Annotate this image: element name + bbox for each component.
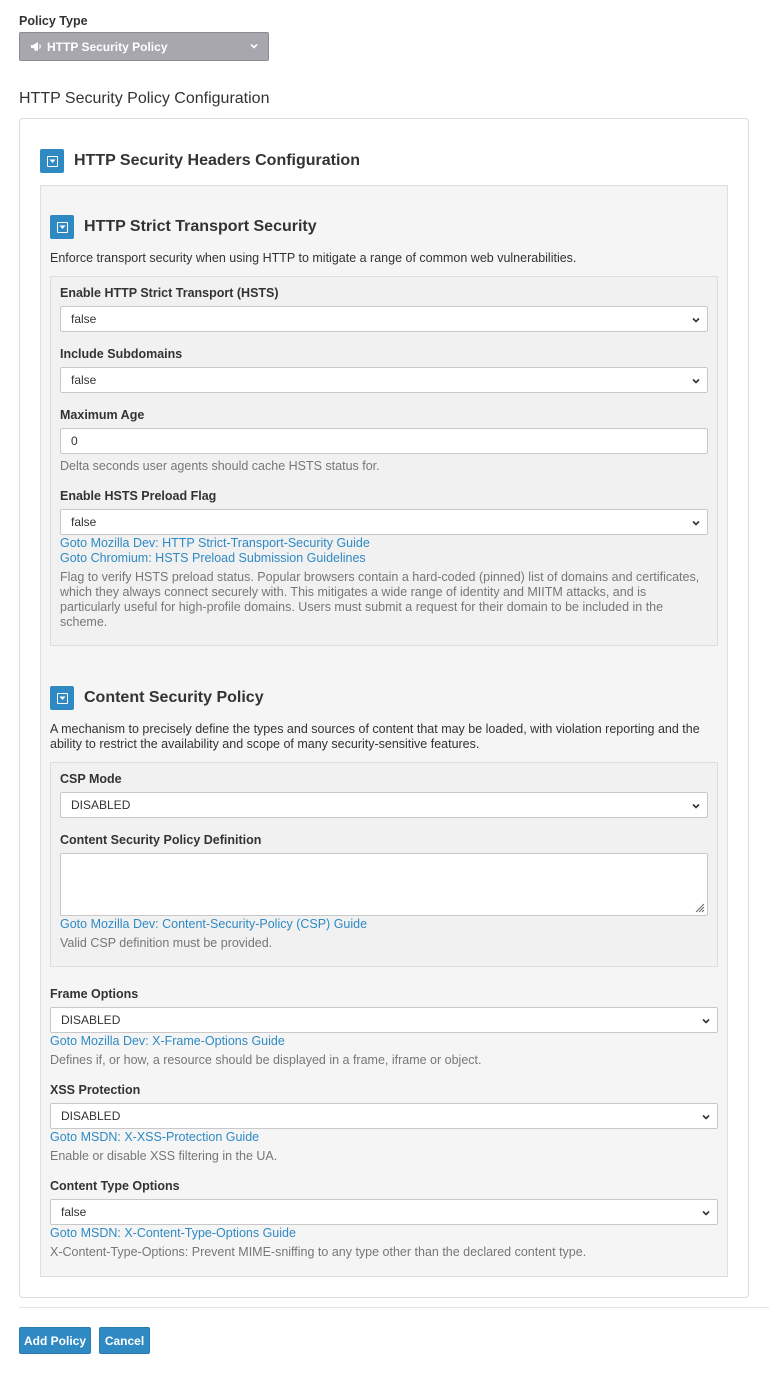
content-type-label: Content Type Options (50, 1179, 180, 1193)
resize-grip-icon[interactable] (693, 901, 705, 913)
collapse-icon (47, 156, 58, 167)
chevron-down-icon (701, 1112, 711, 1122)
preload-label: Enable HSTS Preload Flag (60, 489, 217, 503)
include-subdomains-label: Include Subdomains (60, 347, 183, 361)
preload-select[interactable] (60, 509, 708, 535)
csp-definition-textarea[interactable] (60, 853, 708, 916)
mozilla-hsts-link[interactable]: Goto Mozilla Dev: HTTP Strict-Transport-Security Guide (60, 536, 370, 550)
preload-value: false (71, 515, 97, 529)
chevron-down-icon (691, 518, 701, 528)
preload-help: Flag to verify HSTS preload status. Popular browsers contain a hard-coded (pinned) list of domains and certificates, which they always connect securely with. This mitigates a wide range of identity and MIITM attacks, and is particularly useful for high-profile domains. Users must submit a request for their domain to be included in the scheme. (60, 570, 700, 629)
csp-help: Valid CSP definition must be provided. (60, 936, 273, 950)
collapse-icon (57, 693, 68, 704)
collapse-csp-button[interactable] (50, 686, 74, 710)
content-type-help: X-Content-Type-Options: Prevent MIME-sniffing to any type other than the declared content type. (50, 1245, 587, 1259)
csp-title: Content Security Policy (84, 689, 264, 706)
hsts-enable-label: Enable HTTP Strict Transport (HSTS) (60, 286, 279, 300)
xss-link[interactable]: Goto MSDN: X-XSS-Protection Guide (50, 1130, 260, 1144)
add-policy-button[interactable]: Add Policy (19, 1327, 91, 1354)
frame-options-label: Frame Options (50, 987, 139, 1001)
frame-options-select[interactable] (50, 1007, 718, 1033)
csp-guide-link[interactable]: Goto Mozilla Dev: Content-Security-Policy (CSP) Guide (60, 917, 368, 931)
max-age-help: Delta seconds user agents should cache HSTS status for. (60, 459, 380, 473)
frame-options-help: Defines if, or how, a resource should be displayed in a frame, iframe or object. (50, 1053, 482, 1067)
csp-description: A mechanism to precisely define the types and sources of content that may be loaded, with violation reporting and the ability to restrict the availability and scope of many security-sensitive features. (50, 722, 700, 751)
hsts-description: Enforce transport security when using HTTP to mitigate a range of common web vulnerabilities. (50, 251, 577, 265)
max-age-value: 0 (71, 434, 78, 448)
chromium-hsts-link[interactable]: Goto Chromium: HSTS Preload Submission Guidelines (60, 551, 366, 565)
headers-section-title: HTTP Security Headers Configuration (74, 152, 360, 169)
collapse-icon (57, 222, 68, 233)
xss-select[interactable] (50, 1103, 718, 1129)
xss-value: DISABLED (61, 1109, 121, 1123)
include-subdomains-select[interactable] (60, 367, 708, 393)
policy-type-value: HTTP Security Policy (47, 39, 168, 54)
chevron-down-icon (701, 1016, 711, 1026)
hsts-enable-value: false (71, 312, 97, 326)
collapse-headers-button[interactable] (40, 149, 64, 173)
chevron-down-icon (691, 315, 701, 325)
config-title: HTTP Security Policy Configuration (19, 90, 270, 107)
content-type-value: false (61, 1205, 87, 1219)
csp-definition-label: Content Security Policy Definition (60, 833, 262, 847)
chevron-down-icon (691, 801, 701, 811)
divider (19, 1307, 769, 1308)
xss-label: XSS Protection (50, 1083, 141, 1097)
policy-type-label: Policy Type (19, 14, 88, 28)
hsts-title: HTTP Strict Transport Security (84, 218, 317, 235)
content-type-select[interactable] (50, 1199, 718, 1225)
hsts-enable-select[interactable] (60, 306, 708, 332)
frame-options-link[interactable]: Goto Mozilla Dev: X-Frame-Options Guide (50, 1034, 285, 1048)
chevron-down-icon (691, 376, 701, 386)
csp-mode-select[interactable] (60, 792, 708, 818)
frame-options-value: DISABLED (61, 1013, 121, 1027)
max-age-label: Maximum Age (60, 408, 145, 422)
collapse-hsts-button[interactable] (50, 215, 74, 239)
xss-help: Enable or disable XSS filtering in the UA. (50, 1149, 278, 1163)
megaphone-icon (30, 41, 43, 52)
include-subdomains-value: false (71, 373, 97, 387)
chevron-down-icon (701, 1208, 711, 1218)
csp-mode-value: DISABLED (71, 798, 131, 812)
chevron-down-icon (249, 41, 259, 51)
max-age-input[interactable] (60, 428, 708, 454)
policy-type-select[interactable] (19, 32, 269, 61)
csp-mode-label: CSP Mode (60, 772, 122, 786)
content-type-link[interactable]: Goto MSDN: X-Content-Type-Options Guide (50, 1226, 296, 1240)
cancel-button[interactable]: Cancel (99, 1327, 150, 1354)
